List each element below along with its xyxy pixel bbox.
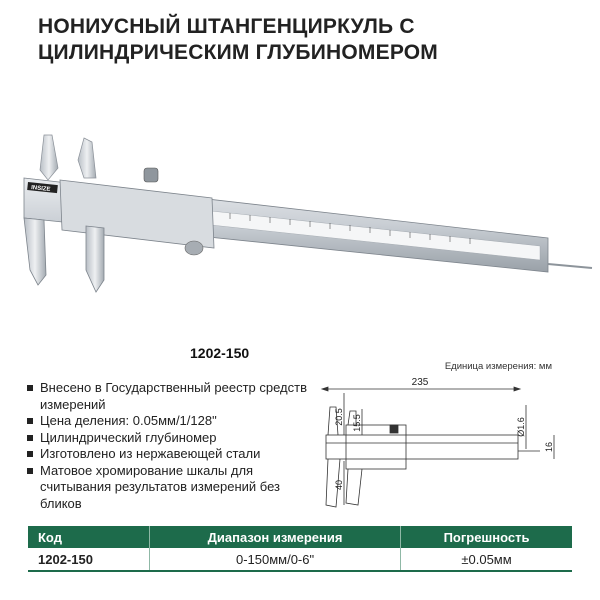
feature-item: Изготовлено из нержавеющей стали [26, 446, 316, 463]
feature-list [26, 380, 316, 512]
cell-range: 0-150мм/0-6" [150, 548, 401, 571]
model-label: 1202-150 [190, 345, 250, 361]
feature-item: Цилиндрический глубиномер [26, 430, 316, 447]
drawing-beam [326, 435, 518, 459]
thumb-screw [144, 168, 158, 182]
caliper-photo [0, 120, 600, 330]
technical-drawing [318, 375, 568, 515]
feature-item: Матовое хромирование шкалы для считывания результатов измерений без бликов [26, 463, 316, 513]
page-title [38, 14, 438, 66]
unit-note: Единица измерения: мм [444, 361, 552, 372]
header-accuracy: Погрешность [401, 526, 572, 548]
dim-a-label: 20.5 [334, 408, 344, 426]
table-header-row [28, 526, 572, 548]
brand-logo-text: INSIZE [30, 185, 51, 194]
dim-length-label: 235 [411, 377, 429, 388]
thumb-roller [185, 241, 203, 255]
upper-fixed-jaw [40, 135, 58, 180]
lower-fixed-jaw [24, 218, 46, 285]
title-line-1: НОНИУСНЫЙ ШТАНГЕНЦИРКУЛЬ С [38, 15, 415, 38]
dim-e-label: 16 [544, 441, 554, 453]
feature-item: Цена деления: 0.05мм/1/128" [26, 413, 316, 430]
header-code: Код [28, 526, 150, 548]
upper-sliding-jaw [78, 138, 96, 178]
dim-b-label: 15.5 [352, 414, 362, 432]
feature-item: Внесено в Государственный реестр средств измерений [26, 380, 316, 413]
title-line-2: ЦИЛИНДРИЧЕСКИМ ГЛУБИНОМЕРОМ [38, 41, 438, 64]
header-range: Диапазон измерения [150, 526, 401, 548]
table-row [28, 548, 572, 571]
lower-sliding-jaw [86, 226, 104, 292]
slider-frame [60, 180, 214, 248]
cell-accuracy: ±0.05мм [401, 548, 572, 571]
dim-c-label: 40 [334, 479, 344, 491]
dim-d-label: Ø1.6 [516, 417, 526, 437]
cell-code: 1202-150 [28, 548, 150, 571]
spec-table [28, 526, 572, 572]
depth-rod [548, 264, 592, 268]
